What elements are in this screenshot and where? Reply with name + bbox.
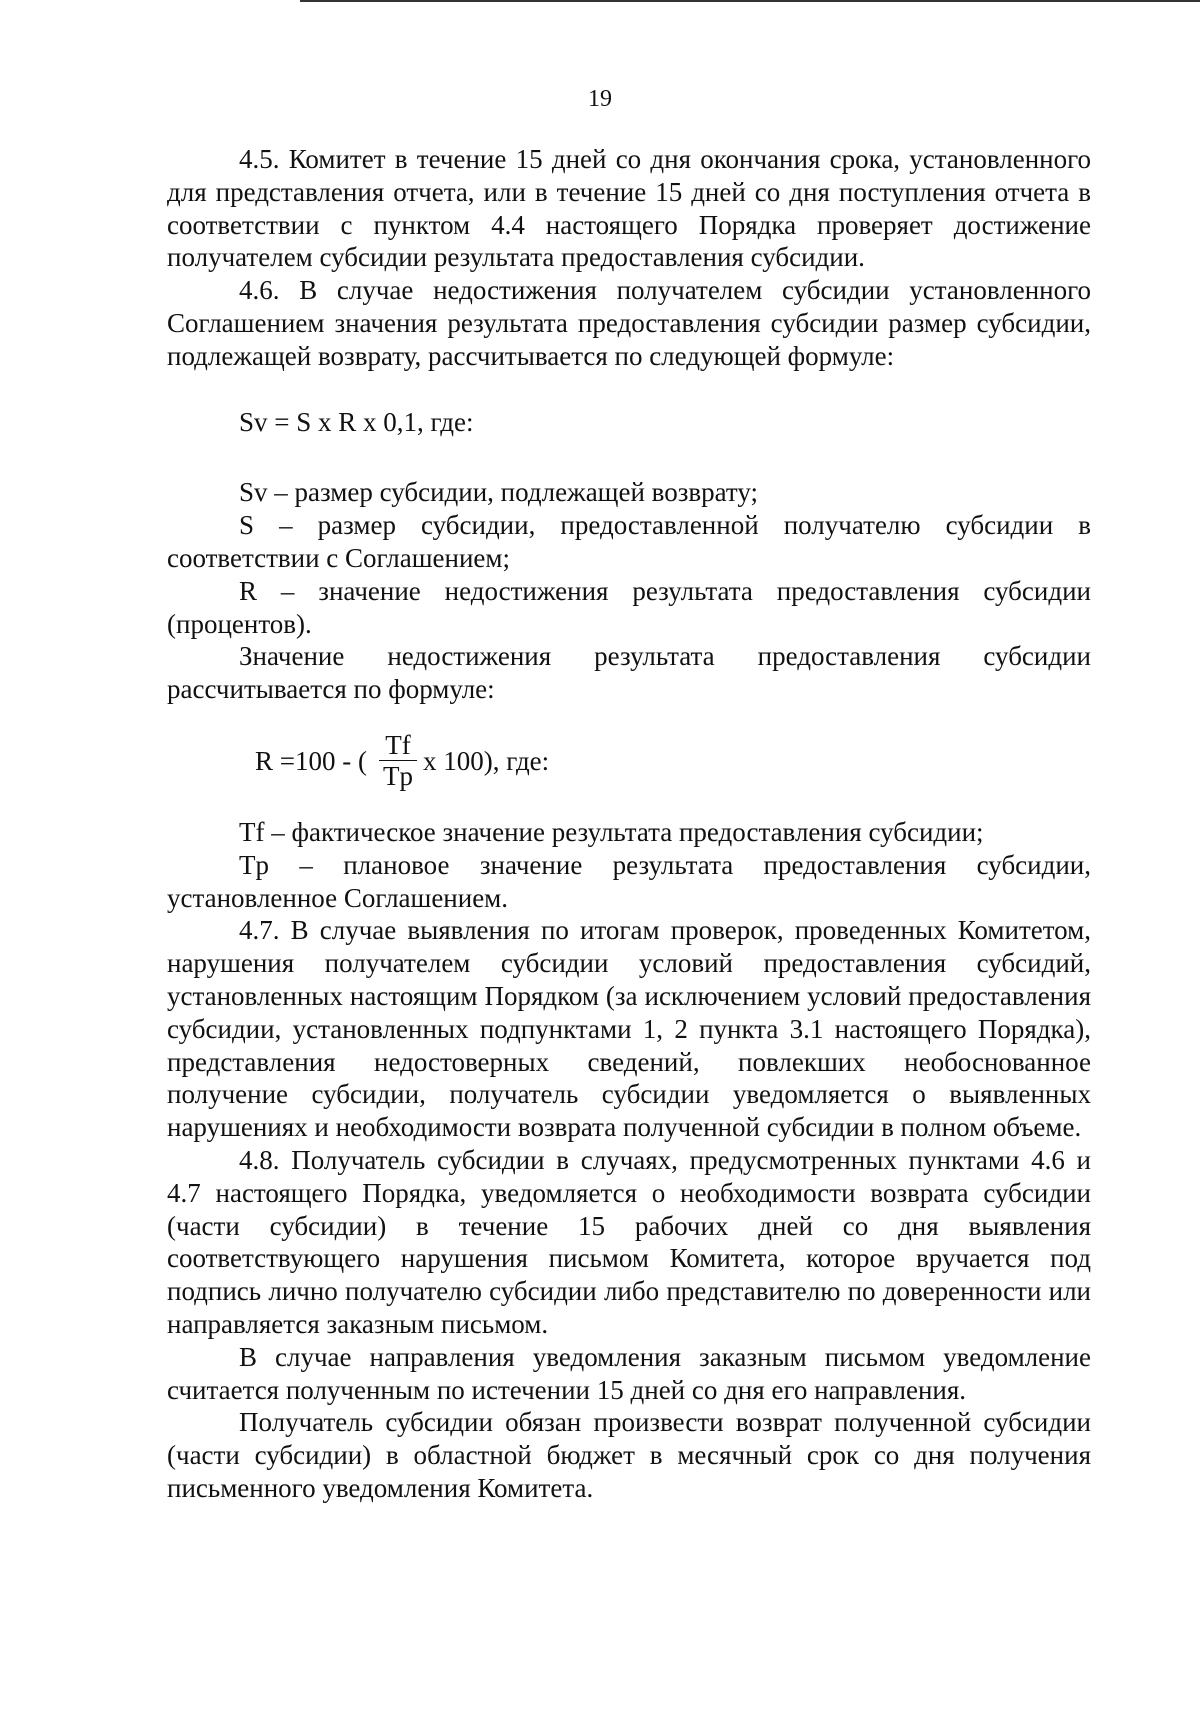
document-body	[167, 143, 1091, 1505]
formula-r	[255, 706, 1091, 816]
formula-r-suffix: x 100), где:	[422, 745, 550, 776]
spacer	[167, 438, 1091, 476]
paragraph-4-6: 4.6. В случае недостижения получателем субсидии установленного Соглашением значения результата предоставления субсидии размер субсидии, подлежащей возврату, рассчитывается по следующей формуле:	[167, 275, 1091, 371]
formula-r-prefix: R =100 - (	[255, 745, 367, 776]
formula-sv: Sv = S x R x 0,1, где:	[239, 406, 474, 437]
scan-edge-line	[300, 0, 1200, 2]
definition-tp: Tp – плановое значение результата предоставления субсидии, установленное Соглашением.	[167, 849, 1091, 913]
definition-r: R – значение недостижения результата предоставления субсидии (процентов).	[167, 575, 1091, 639]
spacer	[167, 373, 1091, 406]
definition-tf: Tf – фактическое значение результата предоставления субсидии;	[239, 816, 984, 847]
paragraph-return: Получатель субсидии обязан произвести возврат полученной субсидии (части субсидии) в областной бюджет в месячный срок со дня получения письменного уведомления Комитета.	[167, 1407, 1091, 1503]
definition-s: S – размер субсидии, предоставленной получателю субсидии в соответствии с Соглашением;	[167, 510, 1091, 573]
paragraph-4-7: 4.7. В случае выявления по итогам проверок, проведенных Комитетом, нарушения получателем субсидии условий предоставления субсидий, установленных настоящим Порядком (за исключением условий предоставления субсидии, установленных подпунктами 1, 2 пункта 3.1 настоящего Порядка), представления недостоверных сведений, повлекших необоснованное получение субсидии, получатель субсидии уведомляется о выявленных нарушениях и необходимости возврата полученной субсидии в полном объеме.	[167, 915, 1091, 1143]
paragraph-4-8: 4.8. Получатель субсидии в случаях, предусмотренных пунктами 4.6 и 4.7 настоящего Порядка, уведомляется о необходимости возврата субсидии (части субсидии) в течение 15 рабочих дней со дня выявления соответствующего нарушения письмом Комитета, которое вручается под подпись лично получателю субсидии либо представителю по доверенности или направляется заказным письмом.	[167, 1144, 1091, 1339]
page-number: 19	[588, 86, 612, 112]
r-formula-intro: Значение недостижения результата предоставления субсидии рассчитывается по формуле:	[167, 641, 1091, 705]
fraction	[377, 730, 419, 791]
fraction-numerator: Tf	[379, 730, 416, 761]
paragraph-notice: В случае направления уведомления заказным письмом уведомление считается полученным по истечении 15 дней со дня его направления.	[167, 1341, 1091, 1405]
fraction-denominator: Tp	[382, 761, 413, 792]
definition-sv: Sv – размер субсидии, подлежащей возврату;	[239, 477, 759, 508]
paragraph-4-5: 4.5. Комитет в течение 15 дней со дня окончания срока, установленного для представления отчета, или в течение 15 дней со дня поступления отчета в соответствии с пунктом 4.4 настоящего Порядка проверяет достижение получателем субсидии результата предоставления субсидии.	[167, 144, 1091, 273]
